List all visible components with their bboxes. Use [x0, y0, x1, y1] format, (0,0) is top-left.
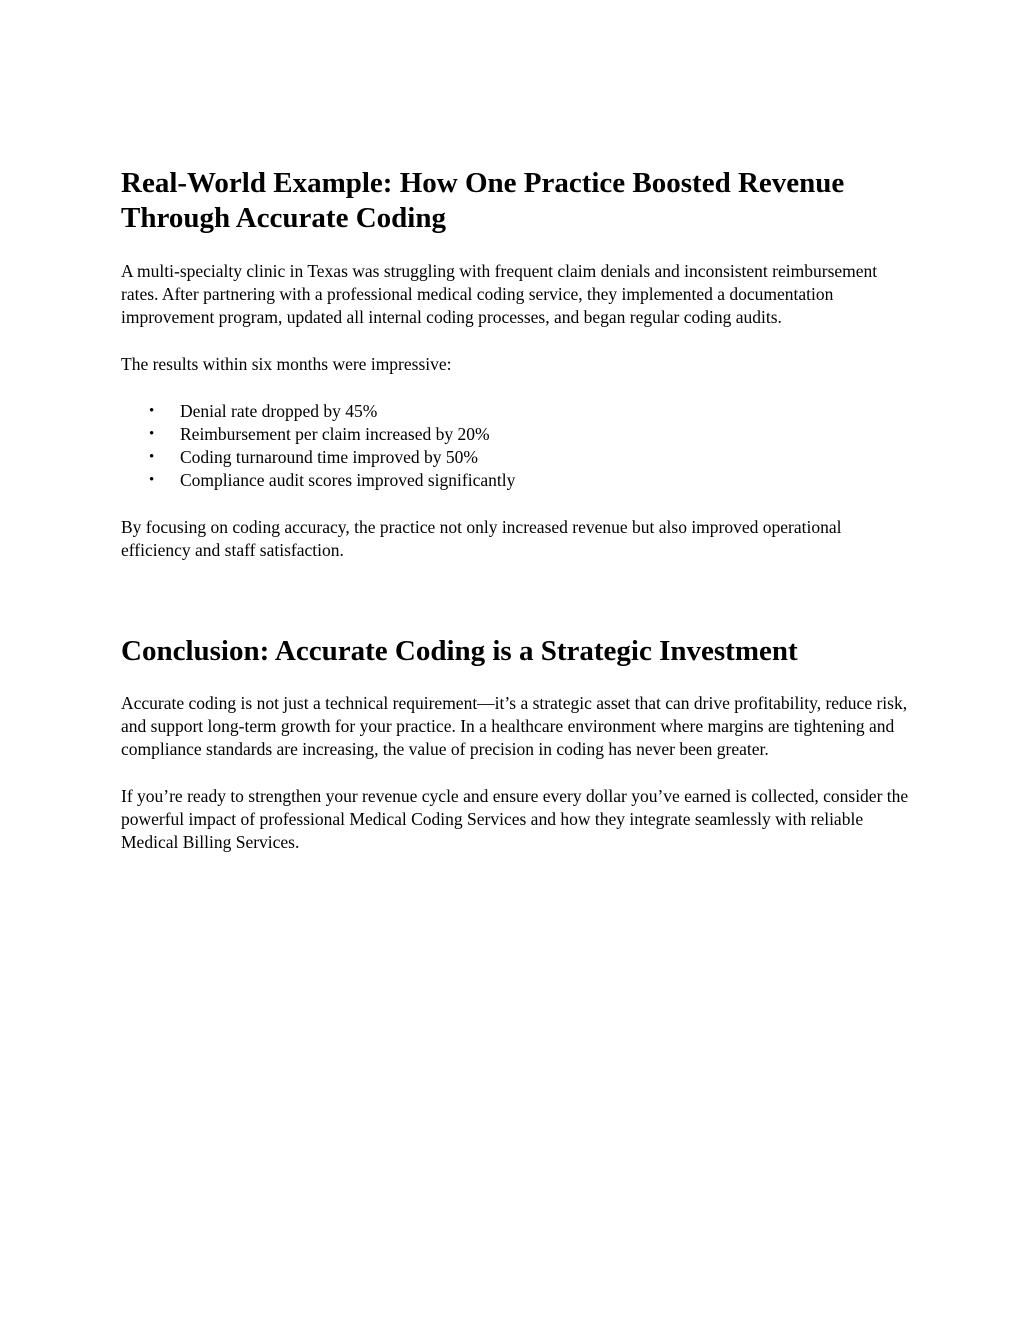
list-item-text: Denial rate dropped by 45%	[180, 401, 378, 421]
section-heading-real-world-example: Real-World Example: How One Practice Boosted Revenue Through Accurate Coding	[121, 167, 845, 234]
bullet-icon: •	[149, 472, 155, 488]
list-item-text: Reimbursement per claim increased by 20%	[180, 424, 490, 444]
list-item	[121, 423, 911, 446]
list-item	[121, 469, 911, 492]
list-item-text: Compliance audit scores improved significantly	[180, 470, 516, 490]
bullet-icon: •	[149, 449, 155, 465]
results-list	[121, 400, 911, 492]
conclusion-paragraph: Accurate coding is not just a technical requirement—it’s a strategic asset that can drive profitability, reduce risk, and support long-term growth for your practice. In a healthcare environment where margins are tightening and compliance standards are increasing, the value of precision in coding has never been greater.	[121, 693, 908, 759]
call-to-action-paragraph: If you’re ready to strengthen your revenue cycle and ensure every dollar you’ve earned is collected, consider the powerful impact of professional Medical Coding Services and how they integrate seamlessly with reliable Medical Billing Services.	[121, 786, 909, 852]
section-heading-conclusion: Conclusion: Accurate Coding is a Strategic Investment	[121, 635, 798, 667]
list-item-text: Coding turnaround time improved by 50%	[180, 447, 478, 467]
results-intro-paragraph: The results within six months were impressive:	[121, 354, 452, 374]
list-item	[121, 446, 911, 469]
document-page	[121, 166, 911, 854]
bullet-icon: •	[149, 426, 155, 442]
bullet-icon: •	[149, 403, 155, 419]
list-item	[121, 400, 911, 423]
clinic-case-paragraph: A multi-specialty clinic in Texas was struggling with frequent claim denials and inconsistent reimbursement rates. After partnering with a professional medical coding service, they implemented a documentation improvement program, updated all internal coding processes, and began regular coding audits.	[121, 261, 878, 327]
outcome-paragraph: By focusing on coding accuracy, the practice not only increased revenue but also improved operational efficiency and staff satisfaction.	[121, 517, 842, 560]
